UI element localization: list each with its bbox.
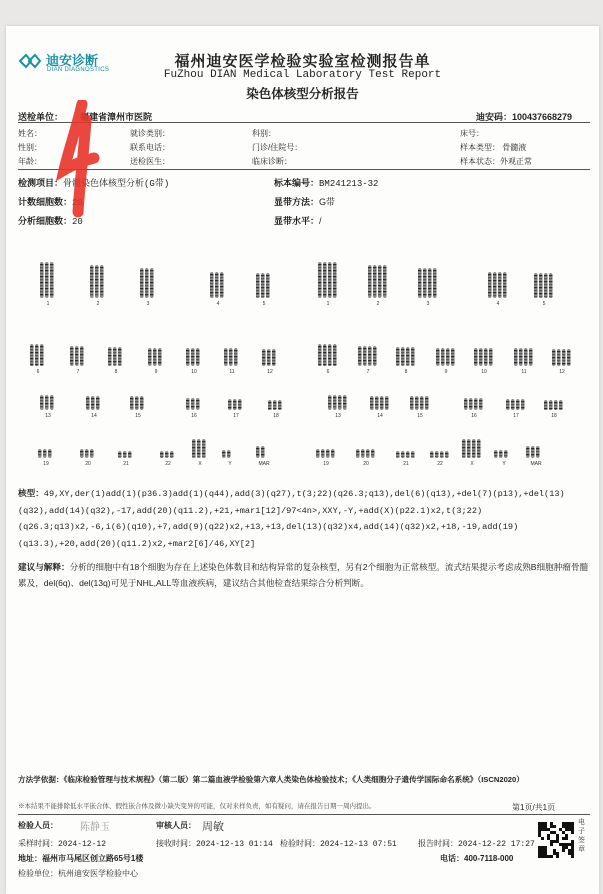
chromosome	[191, 398, 195, 410]
chromosome	[229, 348, 233, 366]
karyogram-label: 19	[323, 461, 329, 467]
field-diagnosis: 临床诊断：	[252, 157, 292, 166]
chromosome	[80, 346, 84, 366]
logo-subtext: DIAN DIAGNOSTICS	[47, 67, 110, 73]
chromosome	[401, 451, 405, 458]
karyogram-label: 12	[559, 369, 565, 375]
chromosome	[43, 449, 47, 458]
chromosome	[108, 347, 112, 366]
field-sample-type: 样本类型： 骨髓液	[460, 143, 527, 152]
chromosome	[272, 349, 276, 366]
report-title-en: FuZhou DIAN Medical Laboratory Test Report	[163, 69, 442, 81]
chromosome	[484, 348, 488, 366]
chromosome	[467, 439, 471, 458]
chromosome	[70, 346, 74, 366]
chromosome	[160, 451, 164, 458]
chromosome	[233, 399, 237, 410]
chromosome	[383, 265, 387, 298]
chromosome	[80, 449, 84, 458]
chromosome	[91, 396, 95, 410]
chromosome	[86, 396, 90, 410]
chromosome	[170, 451, 174, 458]
report-time: 报告时间：2024-12-22 17:27	[418, 839, 535, 849]
analyzed-cells: 分析细胞数：20	[18, 216, 83, 227]
chromosome	[50, 395, 54, 410]
karyogram-label: 12	[267, 369, 273, 375]
karyogram-label: 9	[154, 369, 158, 375]
karyogram-label: 20	[85, 461, 91, 467]
chromosome	[261, 273, 265, 298]
chromosome	[100, 265, 104, 298]
chromosome	[415, 396, 419, 410]
chromosome	[524, 348, 528, 366]
karyogram-label: 17	[233, 413, 239, 419]
chromosome	[140, 396, 144, 410]
chromosome	[333, 344, 337, 366]
field-bed: 床号：	[460, 129, 484, 138]
karyogram-label: 4	[216, 301, 220, 307]
footnote: ※本结果不能排除低水平嵌合体、假性嵌合体及微小缺失变异的可能，仅对来样负责，如有疑问，请在报告日期一周内提出。	[18, 803, 376, 810]
chromosome	[385, 396, 389, 410]
chromosome	[234, 348, 238, 366]
chromosome	[186, 398, 190, 410]
chromosome	[318, 344, 322, 366]
karyogram-label: 11	[229, 369, 235, 375]
chromosome	[50, 262, 54, 298]
karyogram-label: 5	[542, 301, 546, 307]
chromosome	[479, 398, 483, 410]
karyogram-label: 14	[377, 413, 383, 419]
chromosome	[262, 349, 266, 366]
chromosome	[493, 272, 497, 298]
karyogram-label: 10	[481, 369, 487, 375]
karyogram-label: Y	[502, 461, 506, 467]
karyogram-label: 16	[471, 413, 477, 419]
karyotype-text: 核型：49,XY,der(1)add(1)(p36.3)add(1)(q44),add(3)(q27),t(3;22)(q26.3;q13),del(6)(q13),+del(7)(p13),+del(13)(q32),add(14)(q32),-17,add(20)(q11.2),+21,+mar1[12]/97<4n>,XXY,-Y,+add(X)(p22.1)x2,t(3;22)(q26.3;q13)x2,-6,i(6)(q10),+7,add(9)(q22)x2,+13,+13,del(13)(q32)x4,add(14)(q32)x2,+18,-19,add(19)(q13.3),+20,add(20)(q11.2)x2,+mar2[6]/46,XY[2]	[18, 488, 565, 549]
chromosome	[278, 400, 282, 410]
chromosome	[148, 348, 152, 366]
chromosome	[222, 450, 226, 458]
chromosome	[396, 451, 400, 458]
count-cells: 计数细胞数：20	[18, 197, 83, 208]
chromosome	[366, 449, 370, 458]
chromosome	[85, 449, 89, 458]
sample-time: 采样时间：2024-12-12	[18, 839, 107, 849]
chromosome	[559, 400, 563, 410]
chromosome	[75, 346, 79, 366]
chromosome	[150, 268, 154, 298]
chromosome	[511, 399, 515, 410]
karyogram-label: 16	[191, 413, 197, 419]
test-item: 检测项目：骨髓染色体核型分析(G带)	[18, 178, 170, 189]
chromosome	[227, 450, 231, 458]
chromosome	[256, 446, 260, 458]
chromosome	[228, 399, 232, 410]
karyogram-label: 21	[123, 461, 129, 467]
karyogram-label: X	[198, 461, 202, 467]
stamp-text: 电子签章	[578, 819, 585, 853]
chromosome	[440, 451, 444, 458]
chromosome	[401, 347, 405, 366]
chromosome	[48, 449, 52, 458]
chromosome	[498, 272, 502, 298]
suggestion-text: 建议与解释：分析的细胞中有18个细胞为存在上述染色体数目和结构异常的复杂核型，另有2个细胞为正常核型。流式结果提示考虑成熟B细胞肿瘤骨髓累及，del(6q)、del(13q)可见于NHL,ALL等血液疾病，建议结合其他检查结果综合分析判断。	[18, 562, 589, 588]
chromosome	[140, 268, 144, 298]
chromosome	[40, 395, 44, 410]
chromosome	[446, 348, 450, 366]
chromosome	[118, 451, 122, 458]
karyotype-image	[20, 258, 586, 468]
chromosome	[40, 344, 44, 366]
chromosome	[215, 272, 219, 298]
chromosome	[192, 439, 196, 458]
karyogram-label: 2	[376, 301, 380, 307]
chromosome	[441, 348, 445, 366]
field-age: 年龄：	[18, 157, 42, 166]
chromosome	[196, 348, 200, 366]
chromosome	[521, 399, 525, 410]
divider	[18, 122, 590, 123]
chromosome	[373, 265, 377, 298]
karyogram-label: 18	[273, 413, 279, 419]
chromosome	[130, 396, 134, 410]
chromosome	[411, 451, 415, 458]
karyogram-label: X	[470, 461, 474, 467]
divider	[18, 169, 590, 170]
chromosome	[323, 344, 327, 366]
karyogram-label: 17	[513, 413, 519, 419]
chromosome	[358, 346, 362, 366]
chromosome	[370, 396, 374, 410]
chromosome	[534, 273, 538, 298]
chromosome	[435, 451, 439, 458]
field-name: 姓名：	[18, 129, 42, 138]
chromosome	[433, 268, 437, 298]
divider	[18, 814, 590, 815]
chromosome	[526, 446, 530, 458]
field-sample-status: 样本状态：外观正常	[460, 157, 532, 166]
chromosome	[135, 396, 139, 410]
chromosome	[549, 400, 553, 410]
chromosome	[489, 348, 493, 366]
karyogram-label: 5	[262, 301, 266, 307]
logo-text: 迪安诊断	[46, 53, 99, 68]
chromosome	[224, 348, 228, 366]
inspector-signature: 陈静玉	[80, 822, 110, 833]
chromosome	[428, 268, 432, 298]
chromosome	[153, 348, 157, 366]
address: 地址：福州市马尾区创立路65号1楼	[18, 854, 144, 863]
chromosome	[469, 398, 473, 410]
chromosome	[318, 262, 322, 298]
chromosome	[333, 262, 337, 298]
phone: 电话：400-7118-000	[440, 854, 514, 863]
chromosome	[506, 399, 510, 410]
receive-time: 接收时间：2024-12-13 01:14	[156, 839, 273, 849]
chromosome	[529, 348, 533, 366]
chromosome	[373, 346, 377, 366]
chromosome	[261, 446, 265, 458]
chromosome	[418, 268, 422, 298]
chromosome	[90, 449, 94, 458]
chromosome	[488, 272, 492, 298]
chromosome	[536, 446, 540, 458]
chromosome	[425, 396, 429, 410]
chromosome	[165, 451, 169, 458]
chromosome	[267, 349, 271, 366]
chromosome	[464, 398, 468, 410]
chromosome	[328, 262, 332, 298]
chromosome	[321, 449, 325, 458]
chromosome	[338, 395, 342, 410]
karyogram-label: 3	[426, 301, 430, 307]
chromosome	[45, 395, 49, 410]
chromosome	[90, 265, 94, 298]
chromosome	[368, 346, 372, 366]
chromosome	[30, 344, 34, 366]
chromosome	[436, 348, 440, 366]
chromosome	[38, 449, 42, 458]
karyogram-label: 15	[417, 413, 423, 419]
chromosome	[95, 265, 99, 298]
chromosome	[519, 348, 523, 366]
karyogram-label: 1	[46, 301, 50, 307]
chromosome	[544, 400, 548, 410]
chromosome	[420, 396, 424, 410]
karyogram-label: MAR	[530, 461, 542, 467]
karyogram-label: 19	[43, 461, 49, 467]
sample-no: 标本编号：BM241213-32	[274, 178, 379, 189]
field-inpatient-no: 门诊/住院号：	[252, 143, 303, 152]
chromosome	[430, 451, 434, 458]
karyogram-label: Y	[228, 461, 232, 467]
chromosome	[516, 399, 520, 410]
report-title: 福州迪安医学检验实验室检测报告单	[174, 53, 431, 70]
chromosome	[567, 349, 571, 366]
chromosome	[323, 262, 327, 298]
chromosome	[380, 396, 384, 410]
testing-unit: 检验单位：杭州迪安医学检验中心	[18, 869, 138, 878]
field-visit-type: 就诊类别：	[130, 129, 170, 138]
karyogram-label: 18	[551, 413, 557, 419]
reviewer-signature: 周敏	[202, 820, 224, 833]
chromosome	[445, 451, 449, 458]
chromosome	[406, 451, 410, 458]
chromosome	[474, 398, 478, 410]
chromosome	[514, 348, 518, 366]
karyogram-label: 4	[496, 301, 500, 307]
inspector-label: 检验人员：	[18, 821, 58, 830]
chromosome	[474, 348, 478, 366]
chromosome	[557, 349, 561, 366]
dian-code: 迪安码：100437668279	[476, 112, 573, 122]
chromosome	[423, 268, 427, 298]
chromosome	[552, 349, 556, 366]
chromosome	[326, 449, 330, 458]
test-time: 检验时间：2024-12-13 07:51	[280, 839, 397, 849]
chromosome	[266, 273, 270, 298]
karyogram-label: 2	[96, 301, 100, 307]
karyogram-label: 13	[45, 413, 51, 419]
report-subtitle: 染色体核型分析报告	[246, 87, 359, 101]
chromosome	[479, 348, 483, 366]
chromosome	[371, 449, 375, 458]
chromosome	[361, 449, 365, 458]
chromosome	[113, 347, 117, 366]
chromosome	[549, 273, 553, 298]
chromosome	[40, 262, 44, 298]
chromosome	[268, 400, 272, 410]
chromosome	[477, 439, 481, 458]
chromosome	[333, 395, 337, 410]
karyogram-label: 8	[404, 369, 408, 375]
chromosome	[562, 349, 566, 366]
karyogram-label: 6	[36, 369, 40, 375]
chromosome	[328, 395, 332, 410]
chromosome	[544, 273, 548, 298]
chromosome	[531, 446, 535, 458]
chromosome	[118, 347, 122, 366]
chromosome	[378, 265, 382, 298]
chromosome	[273, 400, 277, 410]
report-paper	[6, 26, 599, 894]
chromosome	[328, 344, 332, 366]
chromosome	[539, 273, 543, 298]
chromosome	[197, 439, 201, 458]
field-phone: 联系电话：	[130, 143, 170, 152]
chromosome	[494, 450, 498, 458]
chromosome	[316, 449, 320, 458]
banding-method: 显带方法：G带	[274, 197, 336, 207]
karyogram-label: 3	[146, 301, 150, 307]
karyogram-label: 15	[135, 413, 141, 419]
chromosome	[123, 451, 127, 458]
karyogram-label: 9	[444, 369, 448, 375]
karyogram-label: 20	[363, 461, 369, 467]
sender-label: 送检单位：	[18, 112, 64, 122]
field-gender: 性别：	[18, 143, 42, 152]
chromosome	[368, 265, 372, 298]
chromosome	[375, 396, 379, 410]
qr-code-icon	[538, 822, 574, 858]
chromosome	[145, 268, 149, 298]
chromosome	[238, 399, 242, 410]
chromosome	[128, 451, 132, 458]
chromosome	[331, 449, 335, 458]
chromosome	[411, 347, 415, 366]
karyogram-label: 6	[326, 369, 330, 375]
karyogram-label: 10	[191, 369, 197, 375]
chromosome	[191, 348, 195, 366]
handwritten-mark	[54, 100, 102, 220]
banding-level: 显带水平：/	[274, 216, 322, 226]
chromosome	[504, 450, 508, 458]
field-doctor: 送检医生：	[130, 157, 170, 166]
chromosome	[343, 395, 347, 410]
karyogram-label: 22	[165, 461, 171, 467]
chromosome	[462, 439, 466, 458]
chromosome	[158, 348, 162, 366]
karyogram-label: 14	[91, 413, 97, 419]
methods-text: 方法学依据：《临床检验管理与技术规程》（第二版）第二篇血液学检验第六章人类染色体检验技术；《人类细胞分子遗传学国际命名系统》（ISCN2020）	[18, 775, 524, 784]
chromosome	[503, 272, 507, 298]
karyogram-label: MAR	[258, 461, 270, 467]
karyogram-label: 22	[437, 461, 443, 467]
karyogram-label: 1	[326, 301, 330, 307]
chromosome	[363, 346, 367, 366]
chromosome	[472, 439, 476, 458]
chromosome	[35, 344, 39, 366]
chromosome	[451, 348, 455, 366]
chromosome	[554, 400, 558, 410]
chromosome	[45, 262, 49, 298]
chromosome	[186, 348, 190, 366]
field-department: 科别：	[252, 129, 276, 138]
chromosome	[356, 449, 360, 458]
chromosome	[499, 450, 503, 458]
karyogram-label: 7	[76, 369, 80, 375]
page-number: 第1页/共1页	[512, 803, 556, 812]
karyogram-label: 21	[403, 461, 409, 467]
sender-value: 福建省漳州市医院	[80, 112, 153, 122]
chromosome	[396, 347, 400, 366]
karyogram-label: 7	[366, 369, 370, 375]
karyogram-label: 11	[521, 369, 527, 375]
chromosome	[96, 396, 100, 410]
chromosome	[410, 396, 414, 410]
reviewer-label: 审核人员：	[156, 821, 196, 830]
karyogram-label: 8	[114, 369, 118, 375]
chromosome	[406, 347, 410, 366]
chromosome	[256, 273, 260, 298]
chromosome	[196, 398, 200, 410]
chromosome	[220, 272, 224, 298]
karyogram-label: 13	[335, 413, 341, 419]
chromosome	[210, 272, 214, 298]
chromosome	[202, 439, 206, 458]
